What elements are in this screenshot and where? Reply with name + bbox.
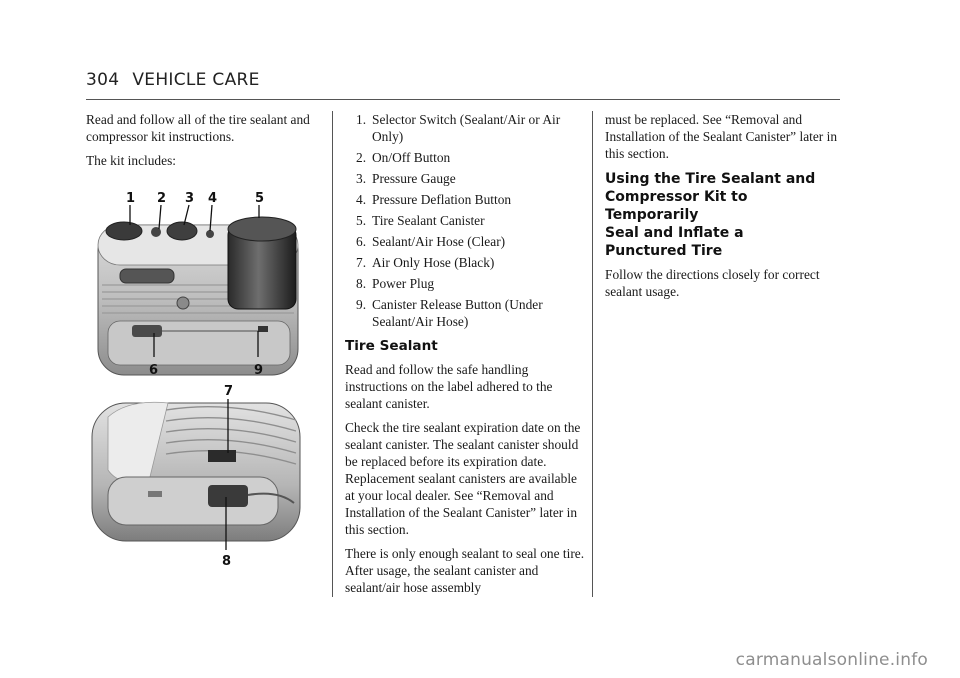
column-divider-2 (592, 111, 593, 597)
tire-sealant-heading: Tire Sealant (345, 338, 438, 354)
callout-6: 6 (149, 363, 159, 378)
running-header (86, 70, 260, 90)
list-item: 9. Canister Release Button (Under Sealant/Air Hose) (356, 297, 543, 329)
replacement-paragraph: must be replaced. See “Removal and Installation of the Sealant Canister” later in this section. (605, 112, 838, 161)
callout-9: 9 (254, 363, 264, 378)
expiration-paragraph: Check the tire sealant expiration date on the sealant canister. The sealant canister should be replaced before its expiration date. Replacement sealant canisters are available at your local dealer. See “Removal and Installation of the Sealant Canister” later in this section. (345, 420, 581, 537)
list-item: 7. Air Only Hose (Black) (356, 255, 495, 270)
compressor-top-view (98, 217, 298, 375)
usage-paragraph: There is only enough sealant to seal one tire. After usage, the sealant canister and sealant/air hose assembly (345, 546, 585, 595)
callout-3: 3 (185, 191, 195, 206)
column-1 (86, 111, 321, 176)
compressor-bottom-view (92, 402, 300, 541)
safe-handling-paragraph: Read and follow the safe handling instructions on the label adhered to the sealant canister. (345, 362, 553, 411)
header-rule (86, 99, 840, 100)
list-item: 1. Selector Switch (Sealant/Air or Air Only) (356, 112, 561, 144)
list-item: 4. Pressure Deflation Button (356, 192, 512, 207)
kit-parts-list (345, 111, 585, 330)
callout-7: 7 (224, 384, 234, 399)
callout-8: 8 (222, 554, 232, 569)
callout-5: 5 (255, 191, 265, 206)
watermark: carmanualsonline.info (735, 650, 928, 670)
callout-1: 1 (126, 191, 136, 206)
list-item: 3. Pressure Gauge (356, 171, 456, 186)
list-item: 5. Tire Sealant Canister (356, 213, 485, 228)
section-title: VEHICLE CARE (132, 70, 260, 90)
kit-includes-text: The kit includes: (86, 153, 176, 168)
column-3 (605, 111, 845, 307)
list-item: 6. Sealant/Air Hose (Clear) (356, 234, 506, 249)
list-item: 8. Power Plug (356, 276, 435, 291)
list-item: 2. On/Off Button (356, 150, 451, 165)
using-kit-heading: Using the Tire Sealant and Compressor Kit to Temporarily Seal and Inflate a Punctured Tire (605, 171, 816, 259)
compressor-kit-figure (88, 185, 310, 570)
directions-paragraph: Follow the directions closely for correct sealant usage. (605, 267, 820, 299)
callout-4: 4 (208, 191, 218, 206)
page-number: 304 (86, 70, 120, 90)
column-divider-1 (332, 111, 333, 597)
column-2 (345, 111, 585, 603)
callout-2: 2 (157, 191, 167, 206)
intro-paragraph: Read and follow all of the tire sealant and compressor kit instructions. (86, 112, 310, 144)
